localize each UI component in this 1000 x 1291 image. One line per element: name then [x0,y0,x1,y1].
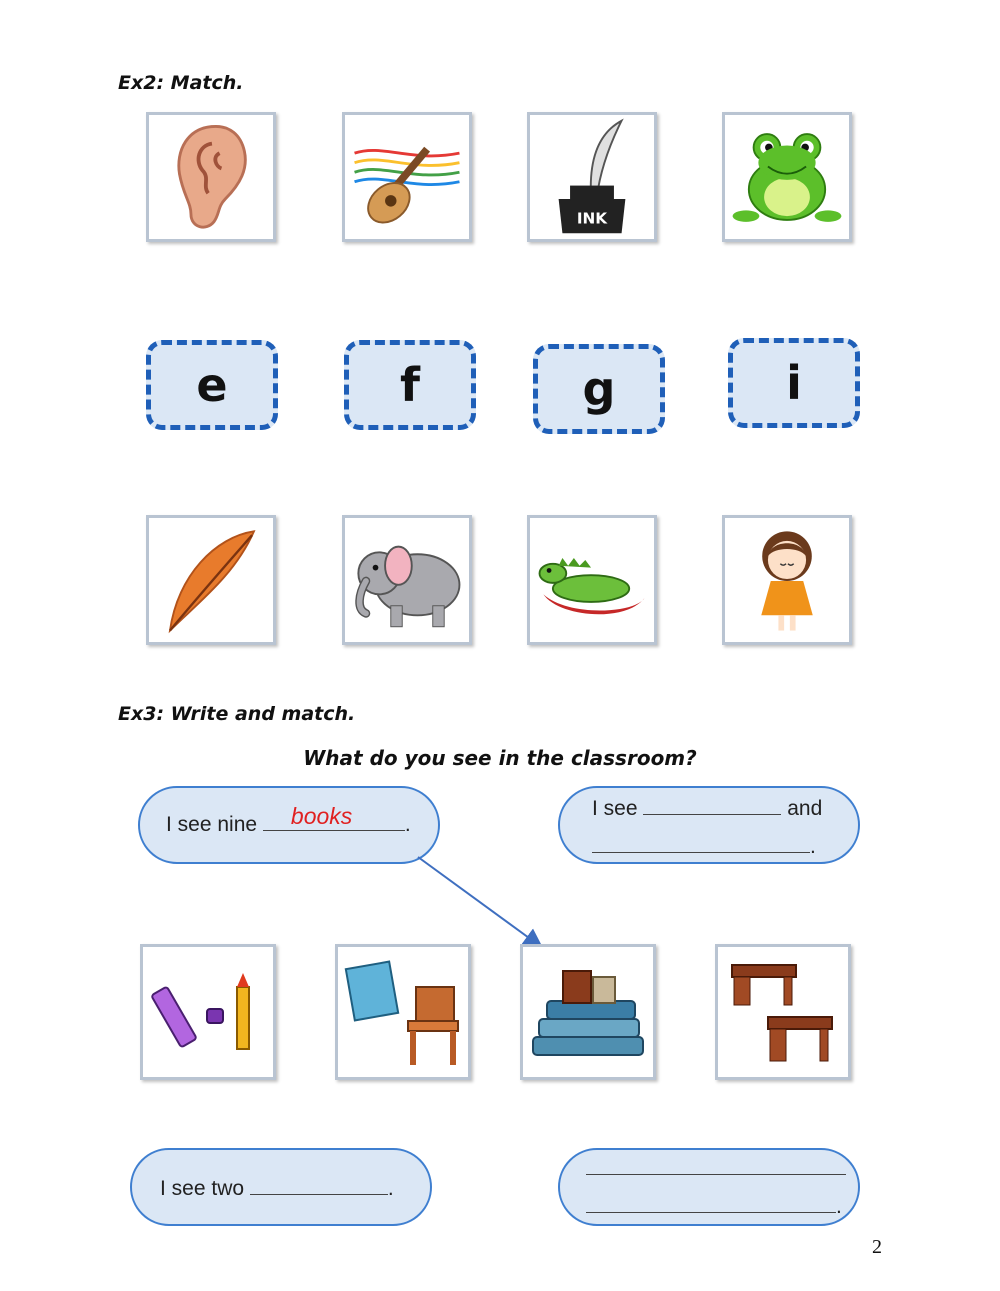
glue-crayon-picture[interactable] [140,944,276,1080]
sentence-prefix: I see two [160,1177,250,1200]
sentence-line [160,1176,394,1201]
girl-picture[interactable] [722,515,852,645]
letter-card-e[interactable] [146,340,278,430]
answer-blank[interactable] [592,834,810,853]
elephant-icon [345,518,469,642]
sentence-bubble-see-and [558,786,860,864]
ex2-heading: Ex2: Match. [118,72,244,94]
books-icon [523,947,653,1077]
iguana-picture[interactable] [527,515,657,645]
notebook-chair-icon [338,947,468,1077]
answer-blank[interactable] [586,1194,836,1213]
girl-icon [725,518,849,642]
letter-card-i[interactable] [728,338,860,428]
sentence-bubble-nine [138,786,440,864]
letter-card-g[interactable] [533,344,665,434]
iguana-icon [530,518,654,642]
ink-icon [530,115,654,239]
ink-label: INK [576,209,608,228]
feather-icon [149,518,273,642]
sentence-suffix: . [836,1195,842,1218]
sentence-suffix: . [810,835,816,858]
frog-picture[interactable] [722,112,852,242]
feather-picture[interactable] [146,515,276,645]
ink-picture[interactable] [527,112,657,242]
guitar-icon [345,115,469,239]
answer-blank[interactable] [250,1176,388,1195]
letter: g [582,362,616,416]
ear-picture[interactable] [146,112,276,242]
ear-icon [149,115,273,239]
sentence-prefix: I see nine [166,813,263,836]
answer-blank[interactable] [263,803,405,831]
answer-blank[interactable] [586,1156,846,1175]
letter: e [196,358,228,412]
desks-picture[interactable] [715,944,851,1080]
arrow-line [418,857,540,946]
sentence-line [586,1156,846,1181]
glue-crayon-icon [143,947,273,1077]
sentence-middle: and [781,797,823,820]
letter: f [399,358,420,412]
sentence-prefix: I see [592,797,644,820]
sentence-suffix: . [404,813,411,836]
sentence-line [592,834,816,859]
sentence-line [166,803,411,837]
ex3-question: What do you see in the classroom? [303,746,697,770]
answer-blank[interactable] [643,796,781,815]
frog-icon [725,115,849,239]
sentence-line [586,1194,842,1219]
desks-icon [718,947,848,1077]
ex3-heading: Ex3: Write and match. [118,703,356,725]
page-number: 2 [872,1236,882,1258]
sentence-line [592,796,822,821]
sentence-bubble-two [130,1148,432,1226]
books-picture[interactable] [520,944,656,1080]
sentence-bubble-blank [558,1148,860,1226]
letter-card-f[interactable] [344,340,476,430]
guitar-picture[interactable] [342,112,472,242]
letter: i [786,356,802,410]
elephant-picture[interactable] [342,515,472,645]
sentence-suffix: . [387,1177,394,1200]
notebook-chair-picture[interactable] [335,944,471,1080]
answer-text: books [290,803,353,829]
